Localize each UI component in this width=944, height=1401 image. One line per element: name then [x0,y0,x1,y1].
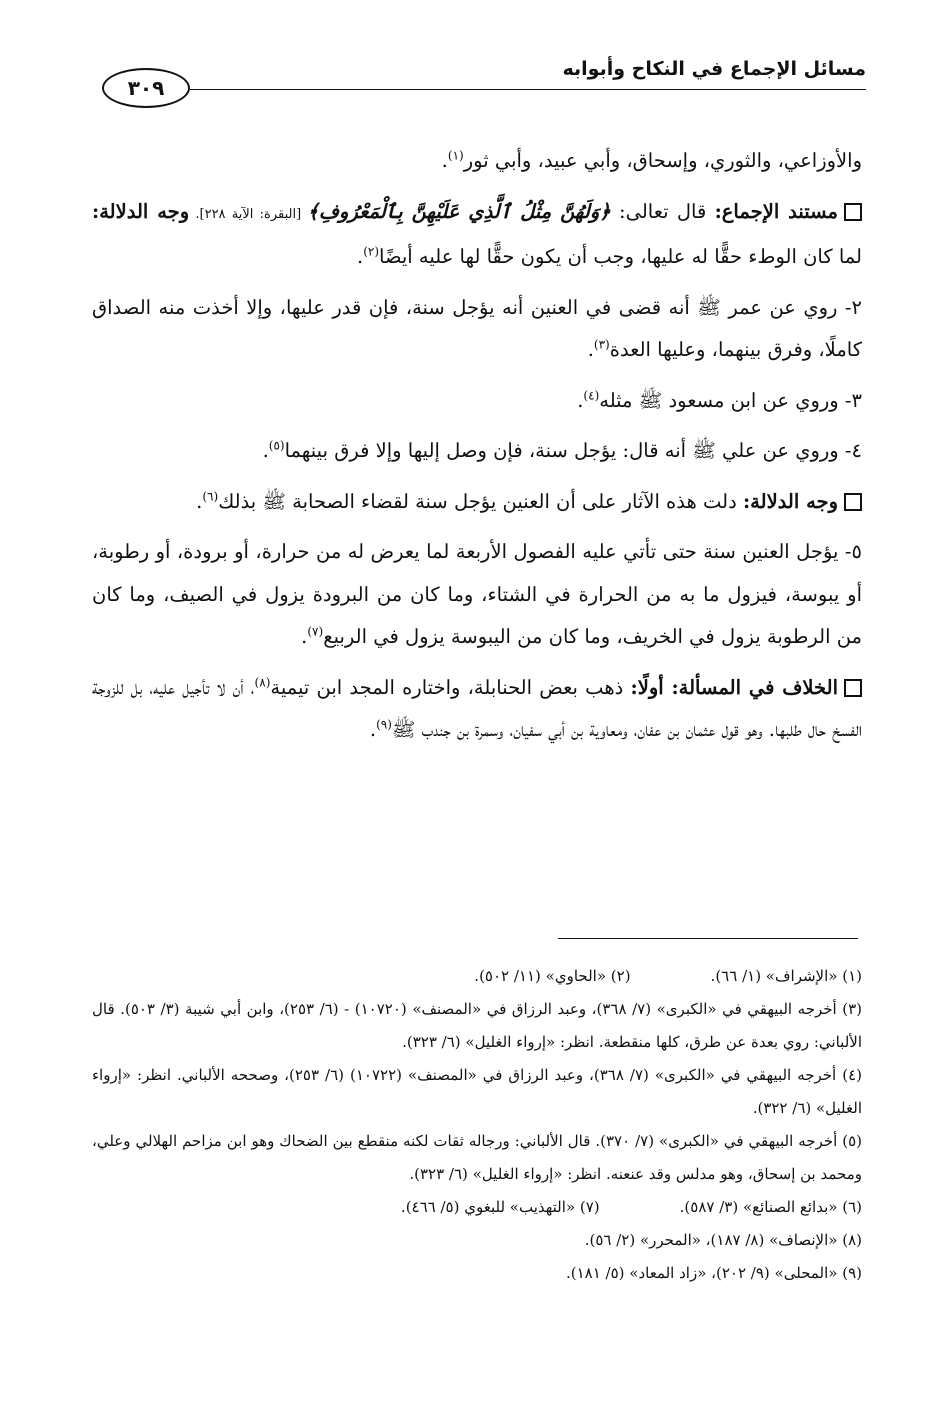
paragraph-text: لما كان الوطء حقًّا له عليها، وجب أن يكون حقًّا لها عليه أيضًا [379,245,862,268]
footnotes [92,960,862,1290]
paragraph-3 [92,287,862,372]
punctuation: . [356,245,364,268]
footnote-1: (١) «الإشراف» (١/ ٦٦). [710,967,862,985]
footnote-3: (٣) أخرجه البيهقي في «الكبرى» (٧/ ٣٦٨)، وعبد الرزاق في «المصنف» (١٠٧٢٠) - (٦/ ٢٥٣)، وابن أبي شيبة (٣/ ٥٠٣). قال الألباني: روي بعدة عن طرق، كلها منقطعة. انظر: «إرواء الغليل» (٦/ ٣٢٣). [92,1000,863,1051]
footnote-ref: (٢) [363,244,380,259]
square-bullet-icon [844,679,862,697]
square-bullet-icon [844,203,862,221]
paragraph-6 [92,481,862,524]
paragraph-4 [92,380,862,423]
section-label: مستند الإجماع: [714,199,838,223]
punctuation: . [196,489,203,513]
running-title: مسائل الإجماع في النكاح وأبوابه [562,58,866,80]
footnote-ref: (٥) [268,438,285,453]
paragraph-1 [92,140,862,183]
section-label: الخلاف في المسألة: [671,675,838,699]
page-number: ٣٠٩ [102,68,190,108]
footnote-ref: (٣) [593,337,610,352]
footnote-4: (٤) أخرجه البيهقي في «الكبرى» (٧/ ٣٦٨)، وعبد الرزاق في «المصنف» (١٠٧٢٢) (٦/ ٢٥٣)، وصححه الألباني. انظر: «إرواء الغليل» (٦/ ٣٢٢). [92,1066,862,1117]
footnote-2: (٢) «الحاوي» (١١/ ٥٠٢). [474,967,631,985]
punctuation: . [262,439,269,462]
punctuation: . [369,718,377,741]
paragraph-text: ٢- روي عن عمر ﷺ أنه قضى في العنين أنه يؤجل سنة، فإن قدر عليها، وإلا أخذت منه الصداق كاملًا، وفرق بينهما، وعليها العدة [92,295,862,361]
paragraph-text: ٥- يؤجل العنين سنة حتى تأتي عليه الفصول الأربعة لما يعرض له من حرارة، أو برودة، أو رطوبة، أو يبوسة، فيزول ما به من الحرارة في الشتاء، وما كان من البرودة يزول في الصيف، وما كان من الرطوبة يزول في الخريف، وما كان من اليبوسة يزول في الربيع [92,540,862,648]
square-bullet-icon [844,493,862,511]
paragraph-2 [92,191,862,279]
punctuation: . [441,149,448,172]
paragraph-8 [92,667,862,752]
header-rule [190,89,866,90]
paragraph-text: قال تعالى: [610,199,715,223]
main-text [92,140,862,752]
footnote-9: (٩) «المحلى» (٩/ ٢٠٢)، «زاد المعاد» (٥/ ١٨١). [565,1264,862,1282]
footnote-7: (٧) «التهذيب» للبغوي (٥/ ٤٦٦). [400,1198,600,1216]
section-label: وجه الدلالة: [742,489,838,513]
paragraph-text: ذهب بعض الحنابلة، واختاره المجد ابن تيمية [270,675,631,699]
paragraph-text: ٣- وروي عن ابن مسعود ﷺ مثله [599,388,862,412]
verse-reference: [البقرة: الآية ٢٢٨]. [189,206,308,222]
paragraph-5 [92,430,862,473]
footnote-separator [558,938,858,939]
footnote-5: (٥) أخرجه البيهقي في «الكبرى» (٧/ ٣٧٠). قال الألباني: ورجاله ثقات لكنه منقطع بين الضحاك وهو ابن مزاحم الهلالي وعلي، ومحمد بن إسحاق، وهو مدلس وقد عنعنه. انظر: «إرواء الغليل» (٦/ ٣٢٣). [92,1132,862,1183]
footnote-ref: (٨) [254,675,271,689]
footnote-ref: (٧) [307,624,324,639]
page-header [96,50,866,114]
punctuation: . [301,625,308,648]
footnote-ref: (٦) [202,489,219,503]
paragraph-text: ٤- وروي عن علي ﷺ أنه قال: يؤجل سنة، فإن وصل إليها وإلا فرق بينهما [284,439,862,462]
punctuation: . [587,338,594,361]
footnote-row [92,960,862,993]
footnote-8: (٨) «الإنصاف» (٨/ ١٨٧)، «المحرر» (٢/ ٥٦). [584,1231,862,1249]
footnote-ref: (٤) [583,388,600,402]
paragraph-7 [92,531,862,659]
footnote-row [92,1191,862,1224]
paragraph-text: والأوزاعي، والثوري، وإسحاق، وأبي عبيد، وأبي ثور [463,149,862,172]
footnote-6: (٦) «بدائع الصنائع» (٣/ ٥٨٧). [679,1198,862,1216]
quran-verse: ﴿وَلَهُنَّ مِثْلُ ٱلَّذِي عَلَيْهِنَّ بِٱلْمَعْرُوفِ﴾ [307,199,611,223]
paragraph-text: ، أن لا تأجيل عليه، بل للزوجة الفسخ حال طلبها. وهو قول عثمان بن عفان، ومعاوية بن أبي سفيان، وسمرة بن جندب ﷺ [92,675,862,741]
section-label: وجه الدلالة: [92,199,190,223]
footnote-ref: (١) [447,148,464,163]
paragraph-text: دلت هذه الآثار على أن العنين يؤجل سنة لقضاء الصحابة ﷺ بذلك [218,489,743,513]
footnote-ref: (٩) [376,717,392,732]
section-label: أولًا: [630,675,672,699]
punctuation: . [577,388,584,412]
